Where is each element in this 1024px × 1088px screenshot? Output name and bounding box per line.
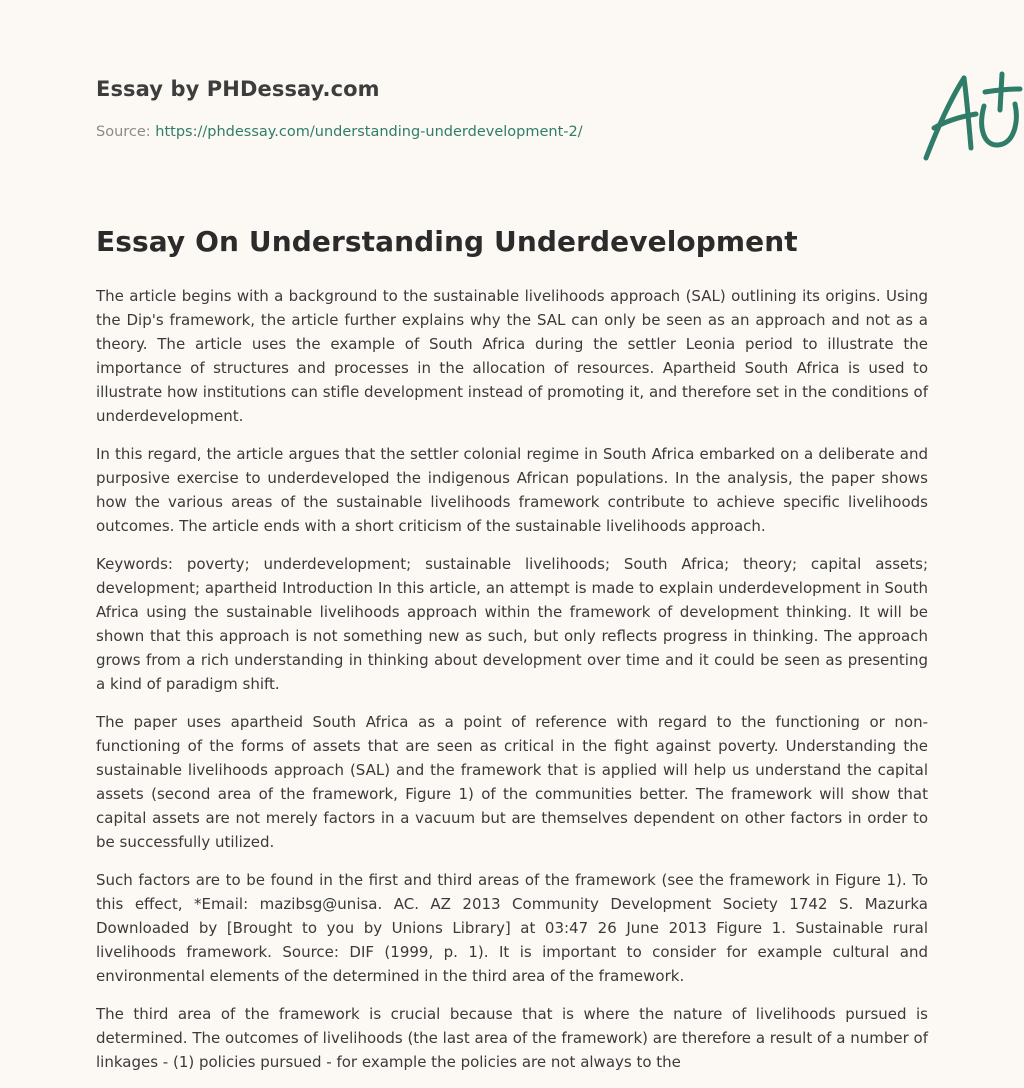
essay-paragraph: Keywords: poverty; underdevelopment; sustainable livelihoods; South Africa; theory; capital assets; development; apartheid Introduction In this article, an attempt is made to explain underdevelopment in South Africa using the sustainable livelihoods approach within the framework of development thinking. It will be shown that this approach is not something new as such, but only reflects progress in thinking. The approach grows from a rich understanding in thinking about development over time and it could be seen as presenting a kind of paradigm shift. [96, 555, 928, 693]
site-title: Essay by PHDessay.com [96, 77, 380, 101]
a-plus-logo-graphic [918, 66, 1024, 166]
source-label: Source: [96, 124, 151, 140]
essay-paragraph: The article begins with a background to the sustainable livelihoods approach (SAL) outlining its origins. Using the Dip's framework, the article further explains why the SAL can only be seen as an approach and not as a theory. The article uses the example of South Africa during the settler Leonia period to illustrate the importance of structures and processes in the allocation of resources. Apartheid South Africa is used to illustrate how institutions can stifle development instead of promoting it, and therefore set in the conditions of underdevelopment. [96, 287, 928, 425]
essay-body [96, 284, 928, 1088]
essay-paragraph: The paper uses apartheid South Africa as a point of reference with regard to the functioning or non-functioning of the forms of assets that are seen as critical in the fight against poverty. Understanding the sustainable livelihoods approach (SAL) and the framework that is applied will help us understand the capital assets (second area of the framework, Figure 1) of the communities better. The framework will show that capital assets are not merely factors in a vacuum but are themselves dependent on other factors in order to be successfully utilized. [96, 713, 928, 851]
a-plus-icon [918, 66, 1024, 166]
essay-paragraph: Such factors are to be found in the first and third areas of the framework (see the framework in Figure 1). To this effect, *Email: mazibsg@unisa. AC. AZ 2013 Community Development Society 1742 S. Mazurka Downloaded by [Brought to you by Unions Library] at 03:47 26 June 2013 Figure 1. Sustainable rural livelihoods framework. Source: DIF (1999, p. 1). It is important to consider for example cultural and environmental elements of the determined in the third area of the framework. [96, 871, 928, 985]
essay-paragraph: The third area of the framework is crucial because that is where the nature of livelihoods pursued is determined. The outcomes of livelihoods (the last area of the framework) are therefore a result of a number of linkages - (1) policies pursued - for example the policies are not always to the [96, 1005, 928, 1071]
source-link[interactable]: https://phdessay.com/understanding-underdevelopment-2/ [155, 124, 583, 140]
source-line [96, 124, 583, 140]
essay-title: Essay On Understanding Underdevelopment [96, 225, 798, 258]
essay-paragraph: In this regard, the article argues that the settler colonial regime in South Africa embarked on a deliberate and purposive exercise to underdeveloped the indigenous African populations. In the analysis, the paper shows how the various areas of the sustainable livelihoods framework contribute to achieve specific livelihoods outcomes. The article ends with a short criticism of the sustainable livelihoods approach. [96, 445, 928, 535]
